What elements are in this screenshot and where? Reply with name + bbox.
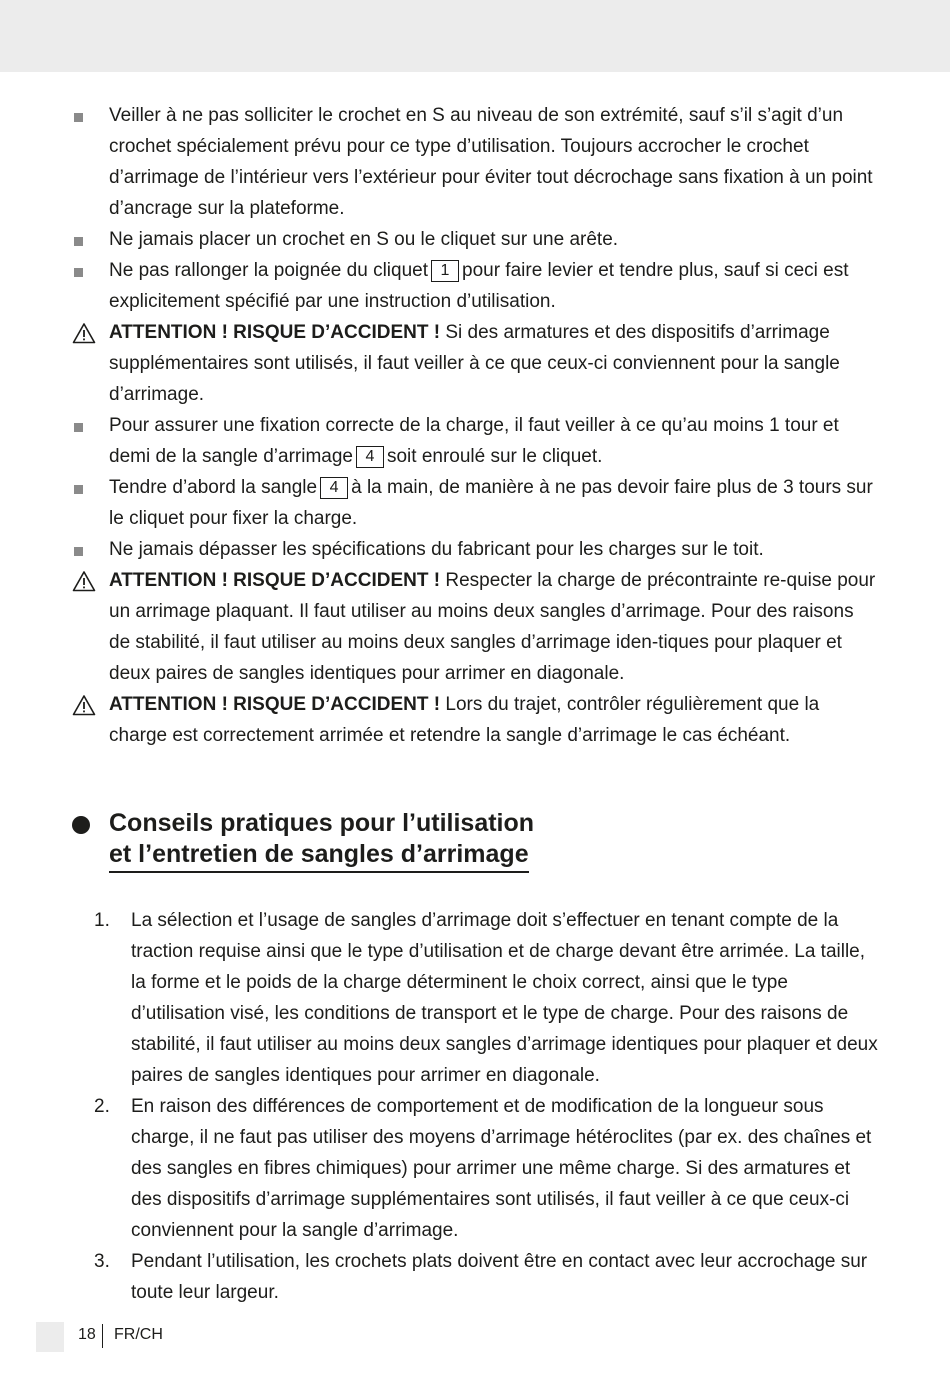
warning-triangle-icon (72, 565, 92, 596)
item-text: Veiller à ne pas solliciter le crochet en S au niveau de son extrémité, sauf s’il s’agit d’un crochet spécialement prévu pour ce type d’utilisation. Toujours accrocher le crochet d’arrimage de l’intérieur vers l’extérieur pour éviter tout décrochage sans fixation à un point d’ancrage sur la plateforme. (109, 105, 873, 219)
bullet-square-icon (72, 100, 92, 131)
bullet-square-icon (72, 224, 92, 255)
list-item (0, 100, 879, 224)
item-text: La sélection et l’usage de sangles d’arrimage doit s’effectuer en tenant compte de la traction requise ainsi que le type d’utilisation et de charge devant être arrimée. La taille, la forme et le poids de la charge déterminent le choix correct, ainsi que le type d’utilisation visé, les conditions de transport et le type de charge. Pour des raisons de stabilité, il faut utiliser au moins deux sangles d’arrimage identiques pour plaquer et deux paires de sangles identiques pour arrimer en diagonale. (131, 910, 878, 1086)
bullet-square-icon (72, 472, 92, 503)
item-number: 2. (94, 1096, 110, 1117)
page-footer (36, 1322, 336, 1352)
footer-tab (36, 1322, 64, 1352)
item-text-before: Ne pas rallonger la poignée du cliquet (109, 260, 428, 281)
list-item (0, 410, 879, 472)
warning-title: ATTENTION ! RISQUE D’ACCIDENT ! (109, 694, 441, 715)
numbered-item (0, 1246, 879, 1308)
numbered-list (0, 905, 950, 1308)
footer-divider (102, 1324, 103, 1348)
item-text-after: pour faire levier et tendre plus, sauf si ceci est explicitement spécifié par une instruction d’utilisation. (109, 260, 849, 312)
item-text: Pendant l’utilisation, les crochets plats doivent être en contact avec leur accrochage sur toute leur largeur. (131, 1251, 868, 1303)
safety-list (0, 100, 950, 751)
warning-text: Respecter la charge de précontrainte re-quise pour un arrimage plaquant. Il faut utiliser au moins deux sangles d’arrimage. Pour des raisons de stabilité, il faut utiliser au moins deux sangles d’arrimage iden-tiques pour plaquer et deux paires de sangles identiques pour arrimer en diagonale. (109, 570, 876, 684)
bullet-square-icon (72, 255, 92, 286)
heading-line-2: et l’entretien de sangles d’arrimage (109, 839, 529, 873)
list-item (0, 472, 879, 534)
warning-text: Si des armatures et des dispositifs d’arrimage supplémentaires sont utilisés, il faut veiller à ce que ceux-ci conviennent pour la sangle d’arrimage. (109, 322, 840, 405)
item-text-after: soit enroulé sur le cliquet. (386, 446, 603, 467)
item-text: En raison des différences de comportement et de modification de la longueur sous charge, il ne faut pas utiliser des moyens d’arrimage hétéroclites (par ex. des chaînes et des sangles en fibres chimiques) pour arrimer une même charge. Si des armatures et des dispositifs d’arrimage supplémentaires sont utilisés, il faut veiller à ce que ceux-ci conviennent pour la sangle d’arrimage. (131, 1096, 872, 1241)
section-bullet-icon (72, 816, 90, 834)
warning-item (0, 317, 879, 410)
warning-triangle-icon (72, 689, 92, 720)
bullet-square-icon (72, 534, 92, 565)
numbered-item (0, 1091, 879, 1246)
list-item (0, 255, 879, 317)
item-text-before: Pour assurer une fixation correcte de la charge, il faut veiller à ce qu’au moins 1 tour et demi de la sangle d’arrimage (109, 415, 839, 467)
warning-title: ATTENTION ! RISQUE D’ACCIDENT ! (109, 570, 441, 591)
language-code: FR/CH (114, 1326, 163, 1343)
heading-line-1: Conseils pratiques pour l’utilisation (109, 809, 535, 837)
item-number: 3. (94, 1251, 110, 1272)
page-number: 18 (78, 1326, 96, 1343)
warning-triangle-icon (72, 317, 92, 348)
item-text: Ne jamais placer un crochet en S ou le cliquet sur une arête. (109, 229, 619, 250)
warning-item (0, 689, 879, 751)
warning-text: Lors du trajet, contrôler régulièrement que la charge est correctement arrimée et retendre la sangle d’arrimage le cas échéant. (109, 694, 820, 746)
item-text: Ne jamais dépasser les spécifications du fabricant pour les charges sur le toit. (109, 539, 764, 560)
section-heading (109, 808, 534, 873)
item-text-after: à la main, de manière à ne pas devoir faire plus de 3 tours sur le cliquet pour fixer la charge. (109, 477, 873, 529)
part-reference-box: 4 (320, 477, 348, 499)
list-item (0, 224, 879, 255)
warning-title: ATTENTION ! RISQUE D’ACCIDENT ! (109, 322, 441, 343)
item-number: 1. (94, 910, 110, 931)
part-reference-box: 4 (356, 446, 384, 468)
numbered-item (0, 905, 879, 1091)
warning-item (0, 565, 879, 689)
item-text-before: Tendre d’abord la sangle (109, 477, 318, 498)
part-reference-box: 1 (431, 260, 459, 282)
bullet-square-icon (72, 410, 92, 441)
header-band (0, 0, 950, 72)
list-item (0, 534, 879, 565)
